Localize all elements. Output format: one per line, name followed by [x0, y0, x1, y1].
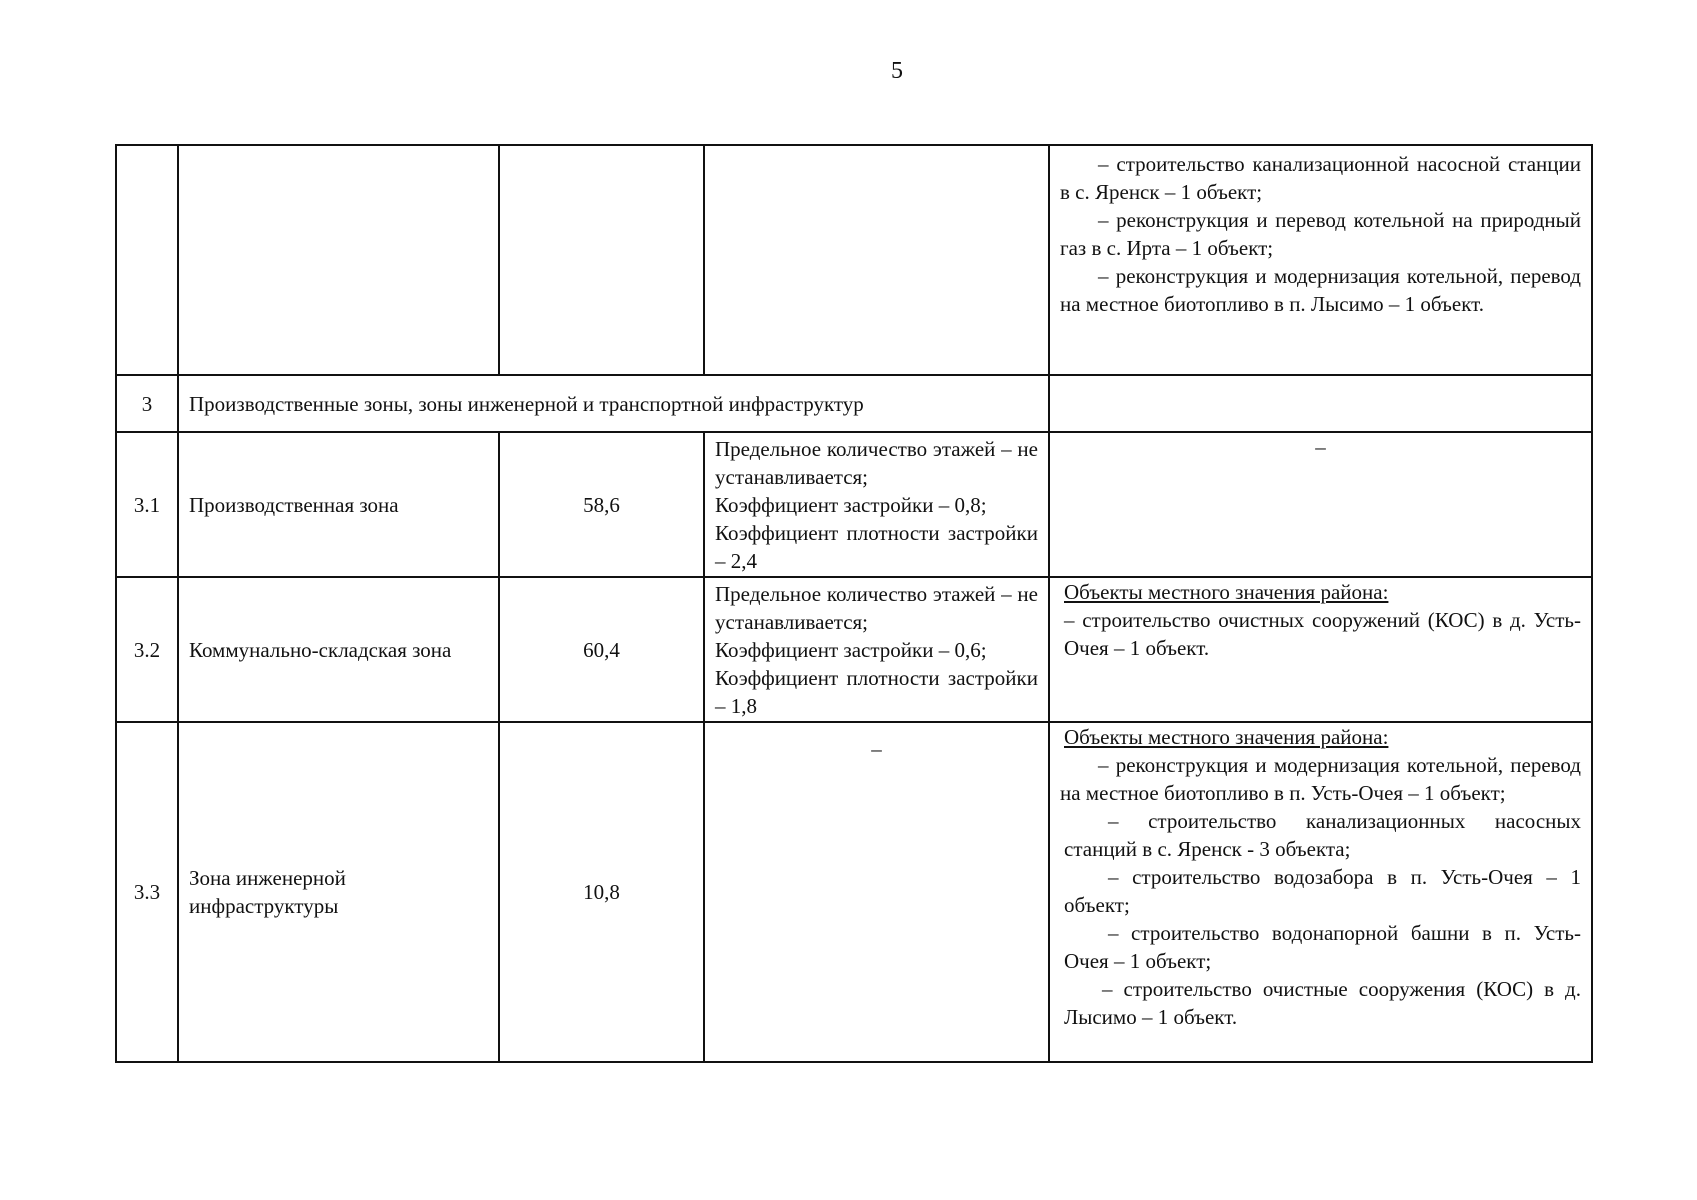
zone-name: Коммунально-складская зона	[178, 577, 499, 722]
table-row-3-2	[116, 577, 1592, 722]
param-item: Коэффициент плотности застройки – 2,4	[715, 520, 1038, 573]
object-item: – строительство канализационных насосных станций в с. Яренск - 3 объекта;	[1064, 809, 1581, 861]
table-row-3-3	[116, 722, 1592, 1062]
param-item: Коэффициент плотности застройки – 1,8	[715, 665, 1038, 718]
table-row-3-1	[116, 432, 1592, 577]
page-number: 5	[891, 58, 903, 84]
param-item: Предельное количество этажей – не устанавливается;	[715, 436, 1038, 489]
table-row-section-3	[116, 375, 1592, 432]
zone-area: 60,4	[499, 577, 704, 722]
object-item: – строительство очистные сооружения (КОС) в д. Лысимо – 1 объект.	[1064, 977, 1581, 1029]
row-number: 3.3	[116, 722, 178, 1062]
zone-params: –	[704, 722, 1049, 1062]
cell-objects	[1049, 145, 1592, 375]
cell-area	[499, 145, 704, 375]
cell-params	[704, 145, 1049, 375]
object-item: – строительство очистных сооружений (КОС) в д. Усть-Очея – 1 объект.	[1064, 608, 1581, 660]
objects-heading: Объекты местного значения района:	[1064, 725, 1389, 749]
object-item: – реконструкция и перевод котельной на природный газ в с. Ирта – 1 объект;	[1060, 208, 1581, 260]
param-item: Коэффициент застройки – 0,8;	[715, 492, 987, 517]
section-number: 3	[116, 375, 178, 432]
zones-table	[115, 144, 1593, 1063]
object-item: – строительство водонапорной башни в п. Усть-Очея – 1 объект;	[1064, 921, 1581, 973]
table-row-continuation	[116, 145, 1592, 375]
zone-area: 58,6	[499, 432, 704, 577]
objects-heading: Объекты местного значения района:	[1064, 580, 1389, 604]
zone-params	[704, 432, 1049, 577]
section-title: Производственные зоны, зоны инженерной и транспортной инфраструктур	[178, 375, 1049, 432]
zone-objects	[1049, 722, 1592, 1062]
zone-name: Производственная зона	[178, 432, 499, 577]
object-item: – строительство водозабора в п. Усть-Очея – 1 объект;	[1064, 865, 1581, 917]
zone-objects	[1049, 577, 1592, 722]
zone-name: Зона инженерной инфраструктуры	[178, 722, 499, 1062]
cell-num	[116, 145, 178, 375]
row-number: 3.2	[116, 577, 178, 722]
zone-params	[704, 577, 1049, 722]
param-item: Предельное количество этажей – не устанавливается;	[715, 581, 1038, 634]
cell-objects	[1049, 375, 1592, 432]
object-item: – реконструкция и модернизация котельной, перевод на местное биотопливо в п. Лысимо – 1 объект.	[1060, 264, 1581, 316]
row-number: 3.1	[116, 432, 178, 577]
object-item: – строительство канализационной насосной станции в с. Яренск – 1 объект;	[1060, 152, 1581, 204]
param-item: Коэффициент застройки – 0,6;	[715, 637, 987, 662]
zone-area: 10,8	[499, 722, 704, 1062]
object-item: – реконструкция и модернизация котельной, перевод на местное биотопливо в п. Усть-Очея – 1 объект;	[1060, 753, 1581, 805]
cell-name	[178, 145, 499, 375]
zone-objects: –	[1049, 432, 1592, 577]
